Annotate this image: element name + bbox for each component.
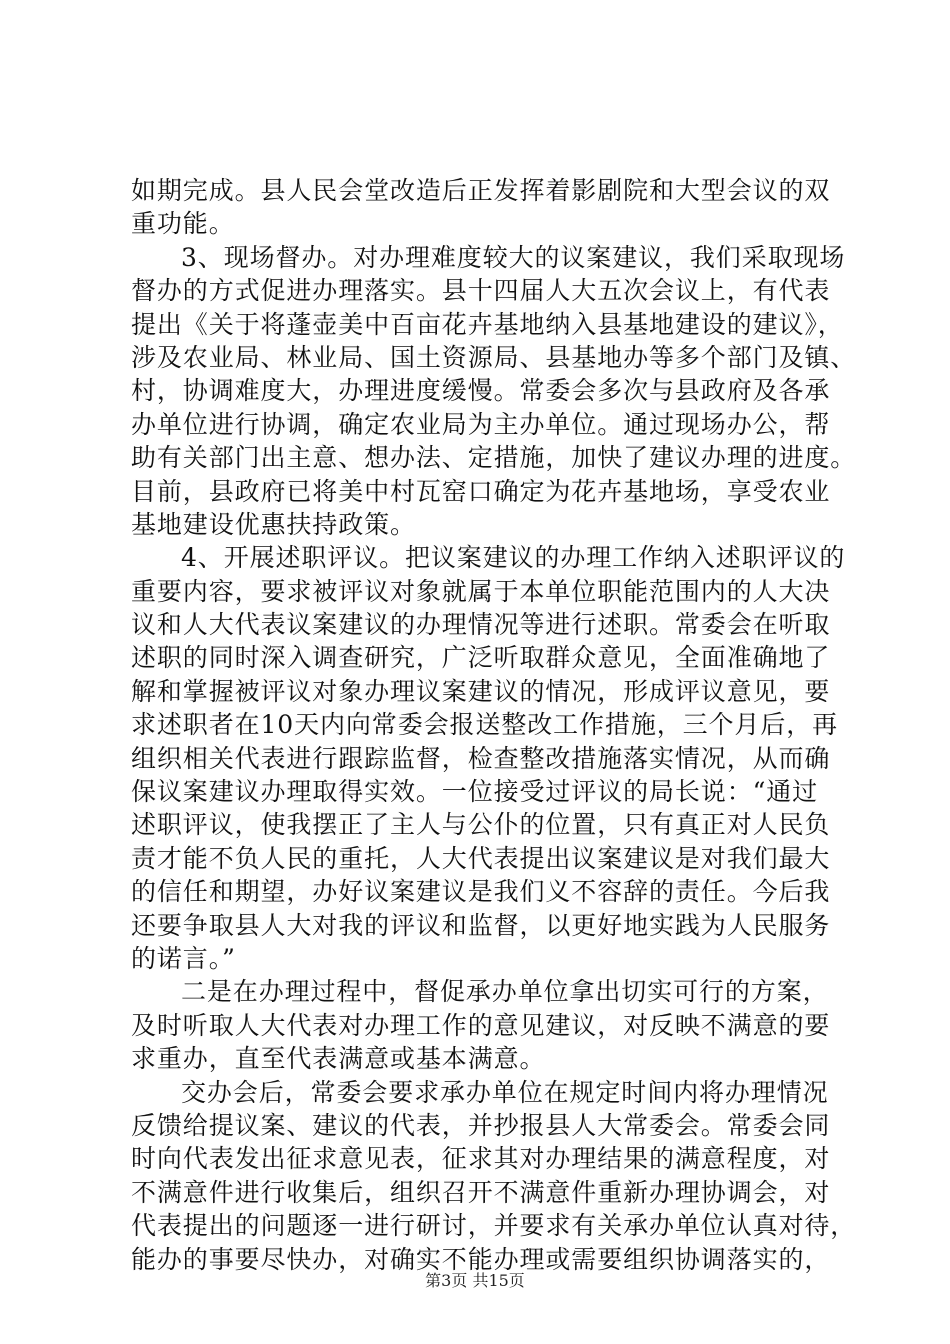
- text-line: 求述职者在10天内向常委会报送整改工作措施，三个月后，再: [131, 710, 839, 740]
- text-line: 重要内容，要求被评议对象就属于本单位职能范围内的人大决: [131, 576, 831, 606]
- text-line: 重功能。: [131, 209, 235, 239]
- text-line: 能办的事要尽快办，对确实不能办理或需要组织协调落实的，: [131, 1244, 831, 1274]
- text-line: 办单位进行协调，确定农业局为主办单位。通过现场办公，帮: [131, 409, 831, 439]
- text-line: 基地建设优惠扶持政策。: [131, 509, 416, 539]
- page-number-label: 第3页 共15页: [425, 1271, 525, 1290]
- text-line: 述职的同时深入调查研究，广泛听取群众意见，全面准确地了: [131, 643, 831, 673]
- text-line: 议和人大代表议案建议的办理情况等进行述职。常委会在听取: [131, 610, 831, 640]
- document-body: [131, 174, 857, 1276]
- text-line: 求重办，直至代表满意或基本满意。: [131, 1044, 546, 1074]
- text-line: 时向代表发出征求意见表，征求其对办理结果的满意程度，对: [131, 1144, 831, 1174]
- text-line: 如期完成。县人民会堂改造后正发挥着影剧院和大型会议的双: [131, 176, 831, 205]
- text-line: 督办的方式促进办理落实。县十四届人大五次会议上，有代表: [131, 276, 831, 306]
- paragraph-start-line: 3、现场督办。对办理难度较大的议案建议，我们采取现场: [181, 242, 846, 272]
- text-line: 的信任和期望，办好议案建议是我们义不容辞的责任。今后我: [131, 877, 831, 907]
- text-line: 还要争取县人大对我的评议和监督，以更好地实践为人民服务: [131, 910, 831, 940]
- text-line: 村，协调难度大，办理进度缓慢。常委会多次与县政府及各承: [131, 376, 831, 406]
- text-line: 目前，县政府已将美中村瓦窑口确定为花卉基地场，享受农业: [131, 476, 831, 506]
- text-line: 解和掌握被评议对象办理议案建议的情况，形成评议意见，要: [131, 676, 831, 706]
- text-line: 组织相关代表进行跟踪监督，检查整改措施落实情况，从而确: [131, 743, 831, 773]
- text-line: 提出《关于将蓬壶美中百亩花卉基地纳入县基地建设的建议》，: [131, 309, 844, 339]
- text-line: 反馈给提议案、建议的代表，并抄报县人大常委会。常委会同: [131, 1110, 831, 1140]
- text-line: 代表提出的问题逐一进行研讨，并要求有关承办单位认真对待，: [131, 1211, 857, 1241]
- page-footer: [0, 1268, 950, 1291]
- text-line: 的诺言。”: [131, 943, 236, 973]
- paragraph-start-line: 交办会后，常委会要求承办单位在规定时间内将办理情况: [181, 1077, 829, 1107]
- text-line: 及时听取人大代表对办理工作的意见建议，对反映不满意的要: [131, 1010, 831, 1040]
- text-line: 保议案建议办理取得实效。一位接受过评议的局长说：“通过: [131, 777, 819, 807]
- paragraph-start-line: 4、开展述职评议。把议案建议的办理工作纳入述职评议的: [181, 543, 846, 573]
- text-line: 不满意件进行收集后，组织召开不满意件重新办理协调会，对: [131, 1177, 831, 1207]
- text-line: 涉及农业局、林业局、国土资源局、县基地办等多个部门及镇、: [131, 342, 857, 372]
- text-line: 助有关部门出主意、想办法、定措施，加快了建议办理的进度。: [131, 443, 857, 473]
- text-line: 述职评议，使我摆正了主人与公仆的位置，只有真正对人民负: [131, 810, 831, 840]
- paragraph-start-line: 二是在办理过程中，督促承办单位拿出切实可行的方案，: [181, 977, 829, 1007]
- text-line: 责才能不负人民的重托，人大代表提出议案建议是对我们最大: [131, 843, 831, 873]
